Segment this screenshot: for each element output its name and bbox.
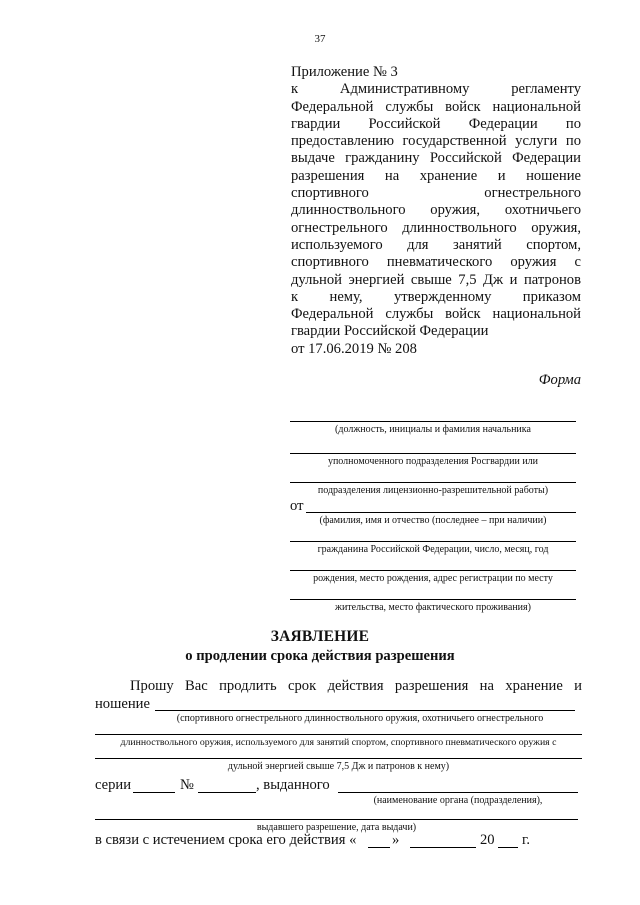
document-title: ЗАЯВЛЕНИЕ xyxy=(270,628,370,645)
appendix-line: Федеральной службы войск национальной xyxy=(291,98,581,115)
year-suffix: г. xyxy=(522,832,530,848)
appendix-line: спортивного пневматического оружия с xyxy=(291,254,581,271)
appendix-line: гвардии Российской Федерации по xyxy=(291,115,581,132)
expiry-label: в связи с истечением срока его действия « xyxy=(95,832,357,848)
fill-line xyxy=(155,710,575,711)
from-label: от xyxy=(290,498,304,514)
year-prefix: 20 xyxy=(480,832,495,848)
issuer-field xyxy=(338,792,578,793)
document-subtitle: о продлении срока действия разрешения xyxy=(185,648,455,664)
fill-line xyxy=(290,453,576,454)
appendix-line: дульной энергией свыше 7,5 Дж и патронов xyxy=(291,271,581,288)
month-field xyxy=(410,847,476,848)
appendix-line: выдаче гражданину Российской Федерации xyxy=(291,150,581,167)
issued-label: , выданного xyxy=(256,777,330,793)
fill-line xyxy=(95,758,582,759)
number-field xyxy=(198,792,256,793)
caption-licensing: подразделения лицензионно-разрешительной работы) xyxy=(317,485,549,496)
day-field xyxy=(368,847,390,848)
series-label: серии xyxy=(95,777,132,793)
appendix-line: Федеральной службы войск национальной xyxy=(291,306,581,323)
appendix-line: к нему, утвержденному приказом xyxy=(291,288,581,305)
appendix-line: разрешения на хранение и ношение xyxy=(291,167,581,184)
caption-weapon-usage: длинноствольного оружия, используемого для занятий спортом, спортивного пневматического оружия с xyxy=(120,737,557,748)
appendix-line: гвардии Российской Федерации xyxy=(291,323,489,340)
nosheniye-label: ношение xyxy=(95,696,150,712)
caption-citizen: гражданина Российской Федерации, число, месяц, год xyxy=(317,544,549,555)
page-number: 37 xyxy=(314,33,326,45)
caption-subdivision: уполномоченного подразделения Росгвардии или xyxy=(327,456,539,467)
caption-residence: жительства, место фактического проживания) xyxy=(335,602,531,613)
appendix-line: длинноствольного оружия, охотничьего xyxy=(291,202,581,219)
caption-organ: (наименование органа (подразделения), xyxy=(373,795,543,806)
request-line: Прошу Вас продлить срок действия разрешения на хранение и xyxy=(130,678,582,694)
fill-line xyxy=(95,819,578,820)
appendix-line: от 17.06.2019 № 208 xyxy=(291,340,417,357)
series-field xyxy=(133,792,175,793)
caption-birthplace: рождения, место рождения, адрес регистрации по месту xyxy=(313,573,553,584)
fill-line xyxy=(95,734,582,735)
fill-line xyxy=(306,512,576,513)
caption-weapon-type: (спортивного огнестрельного длинноствольного оружия, охотничьего огнестрельного xyxy=(176,713,544,724)
fill-line xyxy=(290,599,576,600)
number-label: № xyxy=(180,777,194,793)
form-label: Форма xyxy=(538,372,581,388)
fill-line xyxy=(290,541,576,542)
appendix-line: используемого для занятий спортом, xyxy=(291,236,581,253)
caption-issuer-date: выдавшего разрешение, дата выдачи) xyxy=(256,822,417,833)
appendix-line: предоставлению государственной услуги по xyxy=(291,133,581,150)
quote-close: » xyxy=(392,832,400,848)
appendix-line: Приложение № 3 xyxy=(291,64,398,80)
fill-line xyxy=(290,421,576,422)
year-field xyxy=(498,847,518,848)
caption-position: (должность, инициалы и фамилия начальника xyxy=(335,424,531,435)
appendix-line: спортивного огнестрельного xyxy=(291,185,581,202)
caption-weapon-energy: дульной энергией свыше 7,5 Дж и патронов к нему) xyxy=(227,761,450,772)
appendix-header xyxy=(291,64,581,358)
appendix-line: огнестрельного длинноствольного оружия, xyxy=(291,219,581,236)
fill-line xyxy=(290,570,576,571)
caption-fio: (фамилия, имя и отчество (последнее – при наличии) xyxy=(319,515,547,526)
appendix-line: к Административному регламенту xyxy=(291,81,581,98)
fill-line xyxy=(290,482,576,483)
